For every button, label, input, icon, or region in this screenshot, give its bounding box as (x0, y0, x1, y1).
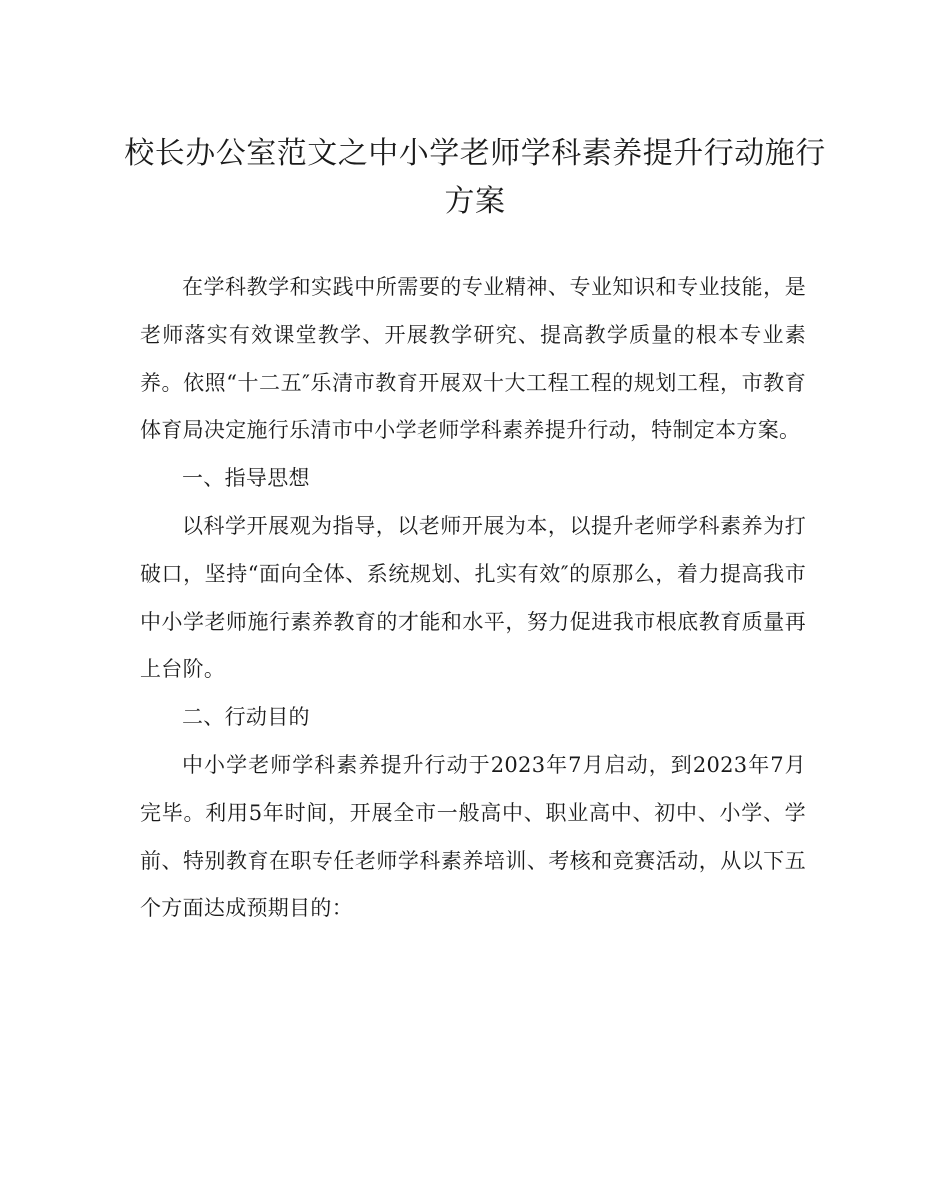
section-heading-guiding-ideology: 一、指导思想 (182, 466, 310, 491)
guiding-ideology-paragraph: 以科学开展观为指导，以老师开展为本，以提升老师学科素养为打破口，坚持“面向全体、系统规划、扎实有效″的原那么，着力提高我市中小学老师施行素养教育的才能和水平，努力促进我市根底教育质量再上台阶。 (140, 513, 806, 682)
section-heading-action-goals: 二、行动目的 (182, 705, 310, 730)
action-goals-paragraph: 中小学老师学科素养提升行动于2023年7月启动，到2023年7月完毕。利用5年时间，开展全市一般高中、职业高中、初中、小学、学前、特别教育在职专任老师学科素养培训、考核和竞赛活动，从以下五个方面达成预期目的： (140, 752, 806, 921)
document-title: 校长办公室范文之中小学老师学科素养提升行动施行方案 (124, 136, 826, 219)
intro-paragraph: 在学科教学和实践中所需要的专业精神、专业知识和专业技能，是老师落实有效课堂教学、开展教学研究、提高教学质量的根本专业素养。依照“十二五″乐清市教育开展双十大工程工程的规划工程，市教育体育局决定施行乐清市中小学老师学科素养提升行动，特制定本方案。 (140, 275, 806, 443)
document-body (140, 264, 806, 933)
